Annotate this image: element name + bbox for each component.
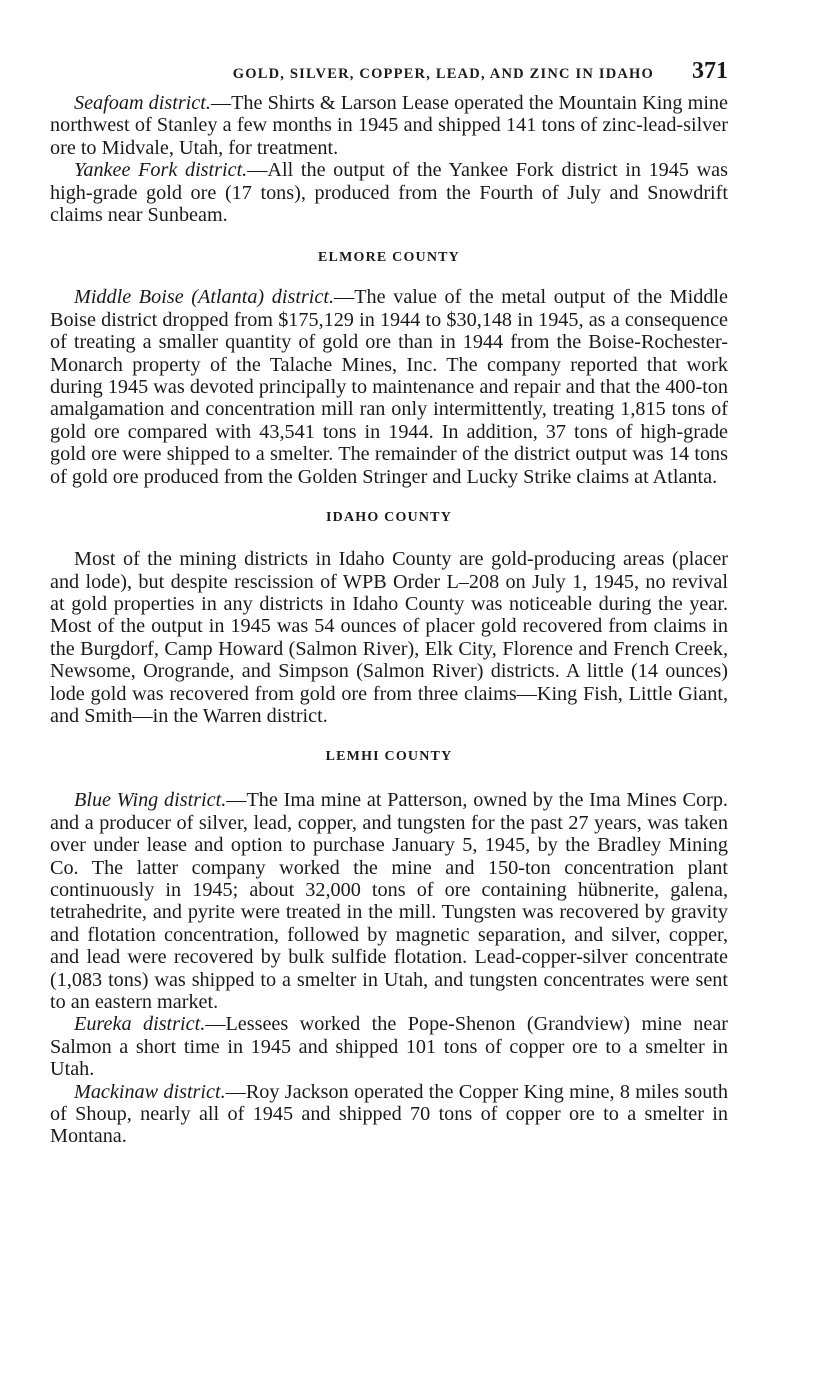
paragraph-body: —The value of the metal output of the Middle Boise district dropped from $175,129 in 1944 to $30,148 in 1945, as a consequence of treating a smaller quantity of gold ore than in 1944 from the Boise-Rochester-Monarch property of the Talache Mines, Inc. The company reported that work during 1945 was devoted principally to maintenance and repair and that the 400-ton amalgamation and concentration mill ran only intermittently, treating 1,815 tons of gold ore compared with 43,541 tons in 1944. In addition, 37 tons of high-grade gold ore were shipped to a smelter. The remainder of the district output was 14 tons of gold ore produced from the Golden Stringer and Lucky Strike claims at Atlanta. [50, 286, 728, 488]
page-number: 371 [692, 58, 728, 84]
section-heading-elmore-county: ELMORE COUNTY [318, 250, 460, 266]
paragraph-body: —Roy Jackson operated the Copper King mine, 8 miles south of Shoup, nearly all of 1945 and shipped 70 tons of copper ore to a smelter in Montana. [50, 1080, 729, 1148]
paragraph-body: —The Shirts & Larson Lease operated the Mountain King mine northwest of Stanley a few months in 1945 and shipped 141 tons of zinc-lead-silver ore to Midvale, Utah, for treatment. [50, 92, 728, 159]
paragraph-lead: Yankee Fork district. [74, 159, 248, 182]
running-title: GOLD, SILVER, COPPER, LEAD, AND ZINC IN IDAHO [232, 66, 654, 82]
paragraph-mackinaw [50, 1081, 728, 1148]
paragraph-middle-boise [50, 286, 728, 488]
paragraph-lead: Seafoam district. [74, 92, 211, 114]
paragraph-lead: Middle Boise (Atlanta) district. [74, 286, 335, 309]
paragraph-body: —Lessees worked the Pope-Shenon (Grandview) mine near Salmon a short time in 1945 and shipped 101 tons of copper ore to a smelter in Utah. [50, 1013, 728, 1081]
paragraph-blue-wing [50, 789, 728, 1013]
paragraph-eureka [50, 1013, 728, 1080]
section-heading-lemhi-county: LEMHI COUNTY [325, 749, 453, 765]
paragraph-idaho-county [50, 548, 728, 727]
paragraph-seafoam [50, 92, 728, 159]
paragraph-yankee-fork [50, 159, 728, 226]
section-heading-idaho-county: IDAHO COUNTY [325, 510, 453, 526]
running-header [50, 58, 728, 92]
paragraph-lead: Mackinaw district. [74, 1080, 226, 1103]
paragraph-body: —All the output of the Yankee Fork district in 1945 was high-grade gold ore (17 tons), produced from the Fourth of July and Snowdrift claims near Sunbeam. [50, 159, 728, 227]
paragraph-lead: Blue Wing district. [74, 789, 227, 812]
document-page [50, 58, 728, 1148]
paragraph-lead: Eureka district. [74, 1013, 206, 1036]
paragraph-body: Most of the mining districts in Idaho County are gold-producing areas (placer and lode), but despite rescission of WPB Order L–208 on July 1, 1945, no revival at gold properties in any districts in Idaho County was noticeable during the year. Most of the output in 1945 was 54 ounces of placer gold recovered from claims in the Burgdorf, Camp Howard (Salmon River), Elk City, Florence and French Creek, Newsome, Orogrande, and Simpson (Salmon River) districts. A little (14 ounces) lode gold was recovered from gold ore from three claims—King Fish, Little Giant, and Smith—in the Warren district. [50, 548, 728, 727]
paragraph-body: —The Ima mine at Patterson, owned by the Ima Mines Corp. and a producer of silver, lead, copper, and tungsten for the past 27 years, was taken over under lease and option to purchase January 5, 1945, by the Bradley Mining Co. The latter company worked the mine and 150-ton concentration plant continuously in 1945; about 32,000 tons of ore containing hübnerite, galena, tetrahedrite, and pyrite were treated in the mill. Tungsten was recovered by gravity and flotation concentration, followed by magnetic separation, and silver, copper, and lead were recovered by bulk sulfide flotation. Lead-copper-silver concentrate (1,083 tons) was shipped to a smelter in Utah, and tungsten concentrates were sent to an eastern market. [50, 789, 728, 1013]
